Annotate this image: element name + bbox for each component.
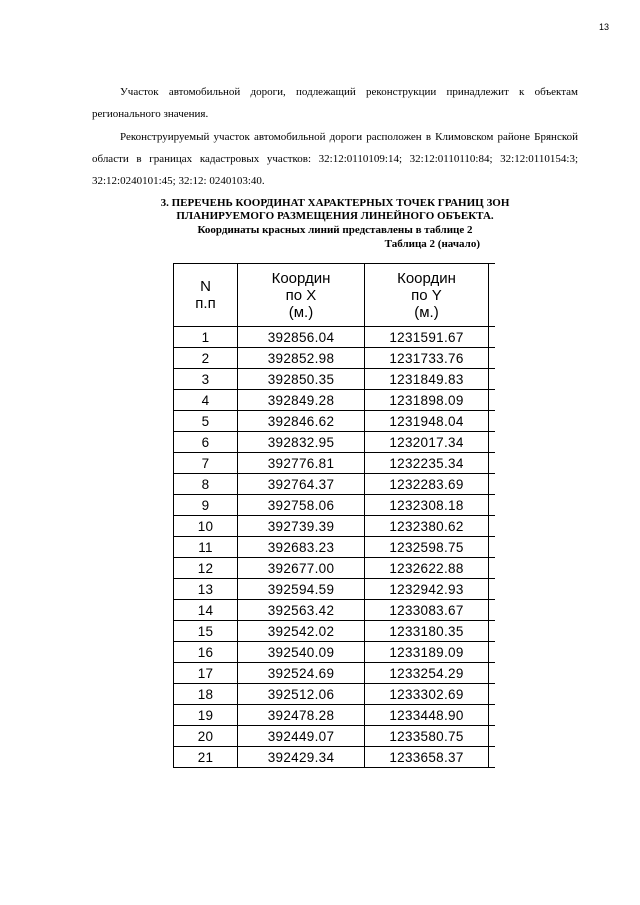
- cell-y-coordinate: 1232283.69: [365, 474, 489, 495]
- section-heading-line-1: 3. ПЕРЕЧЕНЬ КООРДИНАТ ХАРАКТЕРНЫХ ТОЧЕК ГРАНИЦ ЗОН: [160, 197, 510, 209]
- cell-y-coordinate: 1232308.18: [365, 495, 489, 516]
- cell-y-coordinate: 1231948.04: [365, 411, 489, 432]
- cell-continuation: [489, 579, 496, 600]
- table-row: [174, 642, 496, 663]
- cell-number: 14: [174, 600, 238, 621]
- table-caption: Таблица 2 (начало): [384, 238, 480, 250]
- cell-x-coordinate: 392563.42: [238, 600, 365, 621]
- cell-x-coordinate: 392677.00: [238, 558, 365, 579]
- table-row: [174, 432, 496, 453]
- cell-y-coordinate: 1232017.34: [365, 432, 489, 453]
- cell-x-coordinate: 392429.34: [238, 747, 365, 768]
- cell-continuation: [489, 390, 496, 411]
- page-number: 13: [598, 22, 609, 32]
- cell-number: 17: [174, 663, 238, 684]
- cell-number: 2: [174, 348, 238, 369]
- cell-continuation: [489, 432, 496, 453]
- cell-x-coordinate: 392540.09: [238, 642, 365, 663]
- section-heading-line-2: ПЛАНИРУЕМОГО РАЗМЕЩЕНИЯ ЛИНЕЙНОГО ОБЪЕКТА.: [176, 210, 494, 222]
- table-row: [174, 411, 496, 432]
- cell-number: 12: [174, 558, 238, 579]
- cell-continuation: [489, 516, 496, 537]
- cell-y-coordinate: 1231733.76: [365, 348, 489, 369]
- header-y-line-1: Координ: [397, 269, 456, 287]
- cell-y-coordinate: 1232622.88: [365, 558, 489, 579]
- cell-number: 7: [174, 453, 238, 474]
- cell-continuation: [489, 663, 496, 684]
- cell-y-coordinate: 1233083.67: [365, 600, 489, 621]
- cell-continuation: [489, 369, 496, 390]
- cell-y-coordinate: 1232380.62: [365, 516, 489, 537]
- table-row: [174, 705, 496, 726]
- cell-x-coordinate: 392852.98: [238, 348, 365, 369]
- header-y-coordinate: [365, 264, 489, 327]
- cell-continuation: [489, 453, 496, 474]
- cell-continuation: [489, 537, 496, 558]
- cell-x-coordinate: 392449.07: [238, 726, 365, 747]
- cell-y-coordinate: 1232235.34: [365, 453, 489, 474]
- table-row: [174, 663, 496, 684]
- coordinates-table: [173, 263, 495, 768]
- header-y-line-3: (м.): [414, 303, 439, 321]
- header-y-line-2: по Y: [411, 286, 442, 304]
- header-x-line-1: Координ: [271, 269, 331, 287]
- cell-continuation: [489, 705, 496, 726]
- cell-y-coordinate: 1231898.09: [365, 390, 489, 411]
- cell-continuation: [489, 348, 496, 369]
- cell-number: 10: [174, 516, 238, 537]
- cell-x-coordinate: 392594.59: [238, 579, 365, 600]
- table-row: [174, 537, 496, 558]
- table-subtitle: Координаты красных линий представлены в таблице 2: [197, 224, 473, 236]
- cell-x-coordinate: 392856.04: [238, 327, 365, 348]
- cell-number: 8: [174, 474, 238, 495]
- cell-number: 20: [174, 726, 238, 747]
- cell-x-coordinate: 392758.06: [238, 495, 365, 516]
- cell-x-coordinate: 392776.81: [238, 453, 365, 474]
- cell-continuation: [489, 747, 496, 768]
- cell-x-coordinate: 392850.35: [238, 369, 365, 390]
- table-row: [174, 516, 496, 537]
- header-number-line-2: п.п: [195, 295, 216, 312]
- cell-number: 13: [174, 579, 238, 600]
- cell-x-coordinate: 392832.95: [238, 432, 365, 453]
- cell-x-coordinate: 392478.28: [238, 705, 365, 726]
- cell-continuation: [489, 642, 496, 663]
- table-row: [174, 684, 496, 705]
- cell-continuation: [489, 600, 496, 621]
- header-number-line-1: N: [200, 278, 211, 295]
- cell-y-coordinate: 1233180.35: [365, 621, 489, 642]
- table-body: [174, 327, 496, 768]
- table-row: [174, 726, 496, 747]
- cell-x-coordinate: 392846.62: [238, 411, 365, 432]
- cell-x-coordinate: 392683.23: [238, 537, 365, 558]
- cell-number: 9: [174, 495, 238, 516]
- header-x-line-2: по X: [285, 286, 317, 304]
- table-header-row: [174, 264, 496, 327]
- cell-number: 6: [174, 432, 238, 453]
- table-row: [174, 621, 496, 642]
- paragraph-road-status: [92, 81, 578, 125]
- cell-number: 16: [174, 642, 238, 663]
- cell-x-coordinate: 392512.06: [238, 684, 365, 705]
- table-row: [174, 348, 496, 369]
- cell-number: 11: [174, 537, 238, 558]
- cell-number: 15: [174, 621, 238, 642]
- table-row: [174, 747, 496, 768]
- cell-continuation: [489, 684, 496, 705]
- cell-continuation: [489, 558, 496, 579]
- cell-y-coordinate: 1231849.83: [365, 369, 489, 390]
- table-row: [174, 474, 496, 495]
- header-x-line-3: (м.): [288, 303, 314, 321]
- table-row: [174, 453, 496, 474]
- header-continuation-column: [489, 264, 496, 327]
- cell-number: 19: [174, 705, 238, 726]
- cell-y-coordinate: 1233302.69: [365, 684, 489, 705]
- cell-continuation: [489, 327, 496, 348]
- cell-x-coordinate: 392739.39: [238, 516, 365, 537]
- cell-y-coordinate: 1233448.90: [365, 705, 489, 726]
- table-row: [174, 390, 496, 411]
- header-x-coordinate: [238, 264, 365, 327]
- cell-x-coordinate: 392542.02: [238, 621, 365, 642]
- paragraph-road-location-text: Реконструируемый участок автомобильной дороги расположен в Климовском районе Брянской области в границах кадастровых участков: 32:12:0110109:14; 32:12:0110110:84; 32:12:0110154:3; 32:12:0240101:45; 32:12: 0240103:40.: [92, 131, 578, 187]
- table-row: [174, 600, 496, 621]
- coordinates-table-wrapper: [173, 263, 495, 768]
- cell-continuation: [489, 411, 496, 432]
- cell-x-coordinate: 392849.28: [238, 390, 365, 411]
- table-row: [174, 369, 496, 390]
- cell-x-coordinate: 392764.37: [238, 474, 365, 495]
- cell-y-coordinate: 1231591.67: [365, 327, 489, 348]
- cell-continuation: [489, 621, 496, 642]
- cell-y-coordinate: 1233658.37: [365, 747, 489, 768]
- paragraph-road-status-text: Участок автомобильной дороги, подлежащий реконструкции принадлежит к объектам регионального значения.: [92, 86, 578, 120]
- table-row: [174, 579, 496, 600]
- cell-number: 4: [174, 390, 238, 411]
- cell-number: 18: [174, 684, 238, 705]
- table-row: [174, 327, 496, 348]
- header-number: [174, 264, 238, 327]
- cell-continuation: [489, 495, 496, 516]
- cell-y-coordinate: 1233189.09: [365, 642, 489, 663]
- cell-number: 5: [174, 411, 238, 432]
- table-row: [174, 495, 496, 516]
- cell-number: 3: [174, 369, 238, 390]
- cell-number: 21: [174, 747, 238, 768]
- cell-y-coordinate: 1233580.75: [365, 726, 489, 747]
- paragraph-road-location: [92, 126, 578, 192]
- cell-y-coordinate: 1232598.75: [365, 537, 489, 558]
- cell-number: 1: [174, 327, 238, 348]
- cell-y-coordinate: 1232942.93: [365, 579, 489, 600]
- cell-continuation: [489, 474, 496, 495]
- cell-continuation: [489, 726, 496, 747]
- table-row: [174, 558, 496, 579]
- cell-x-coordinate: 392524.69: [238, 663, 365, 684]
- cell-y-coordinate: 1233254.29: [365, 663, 489, 684]
